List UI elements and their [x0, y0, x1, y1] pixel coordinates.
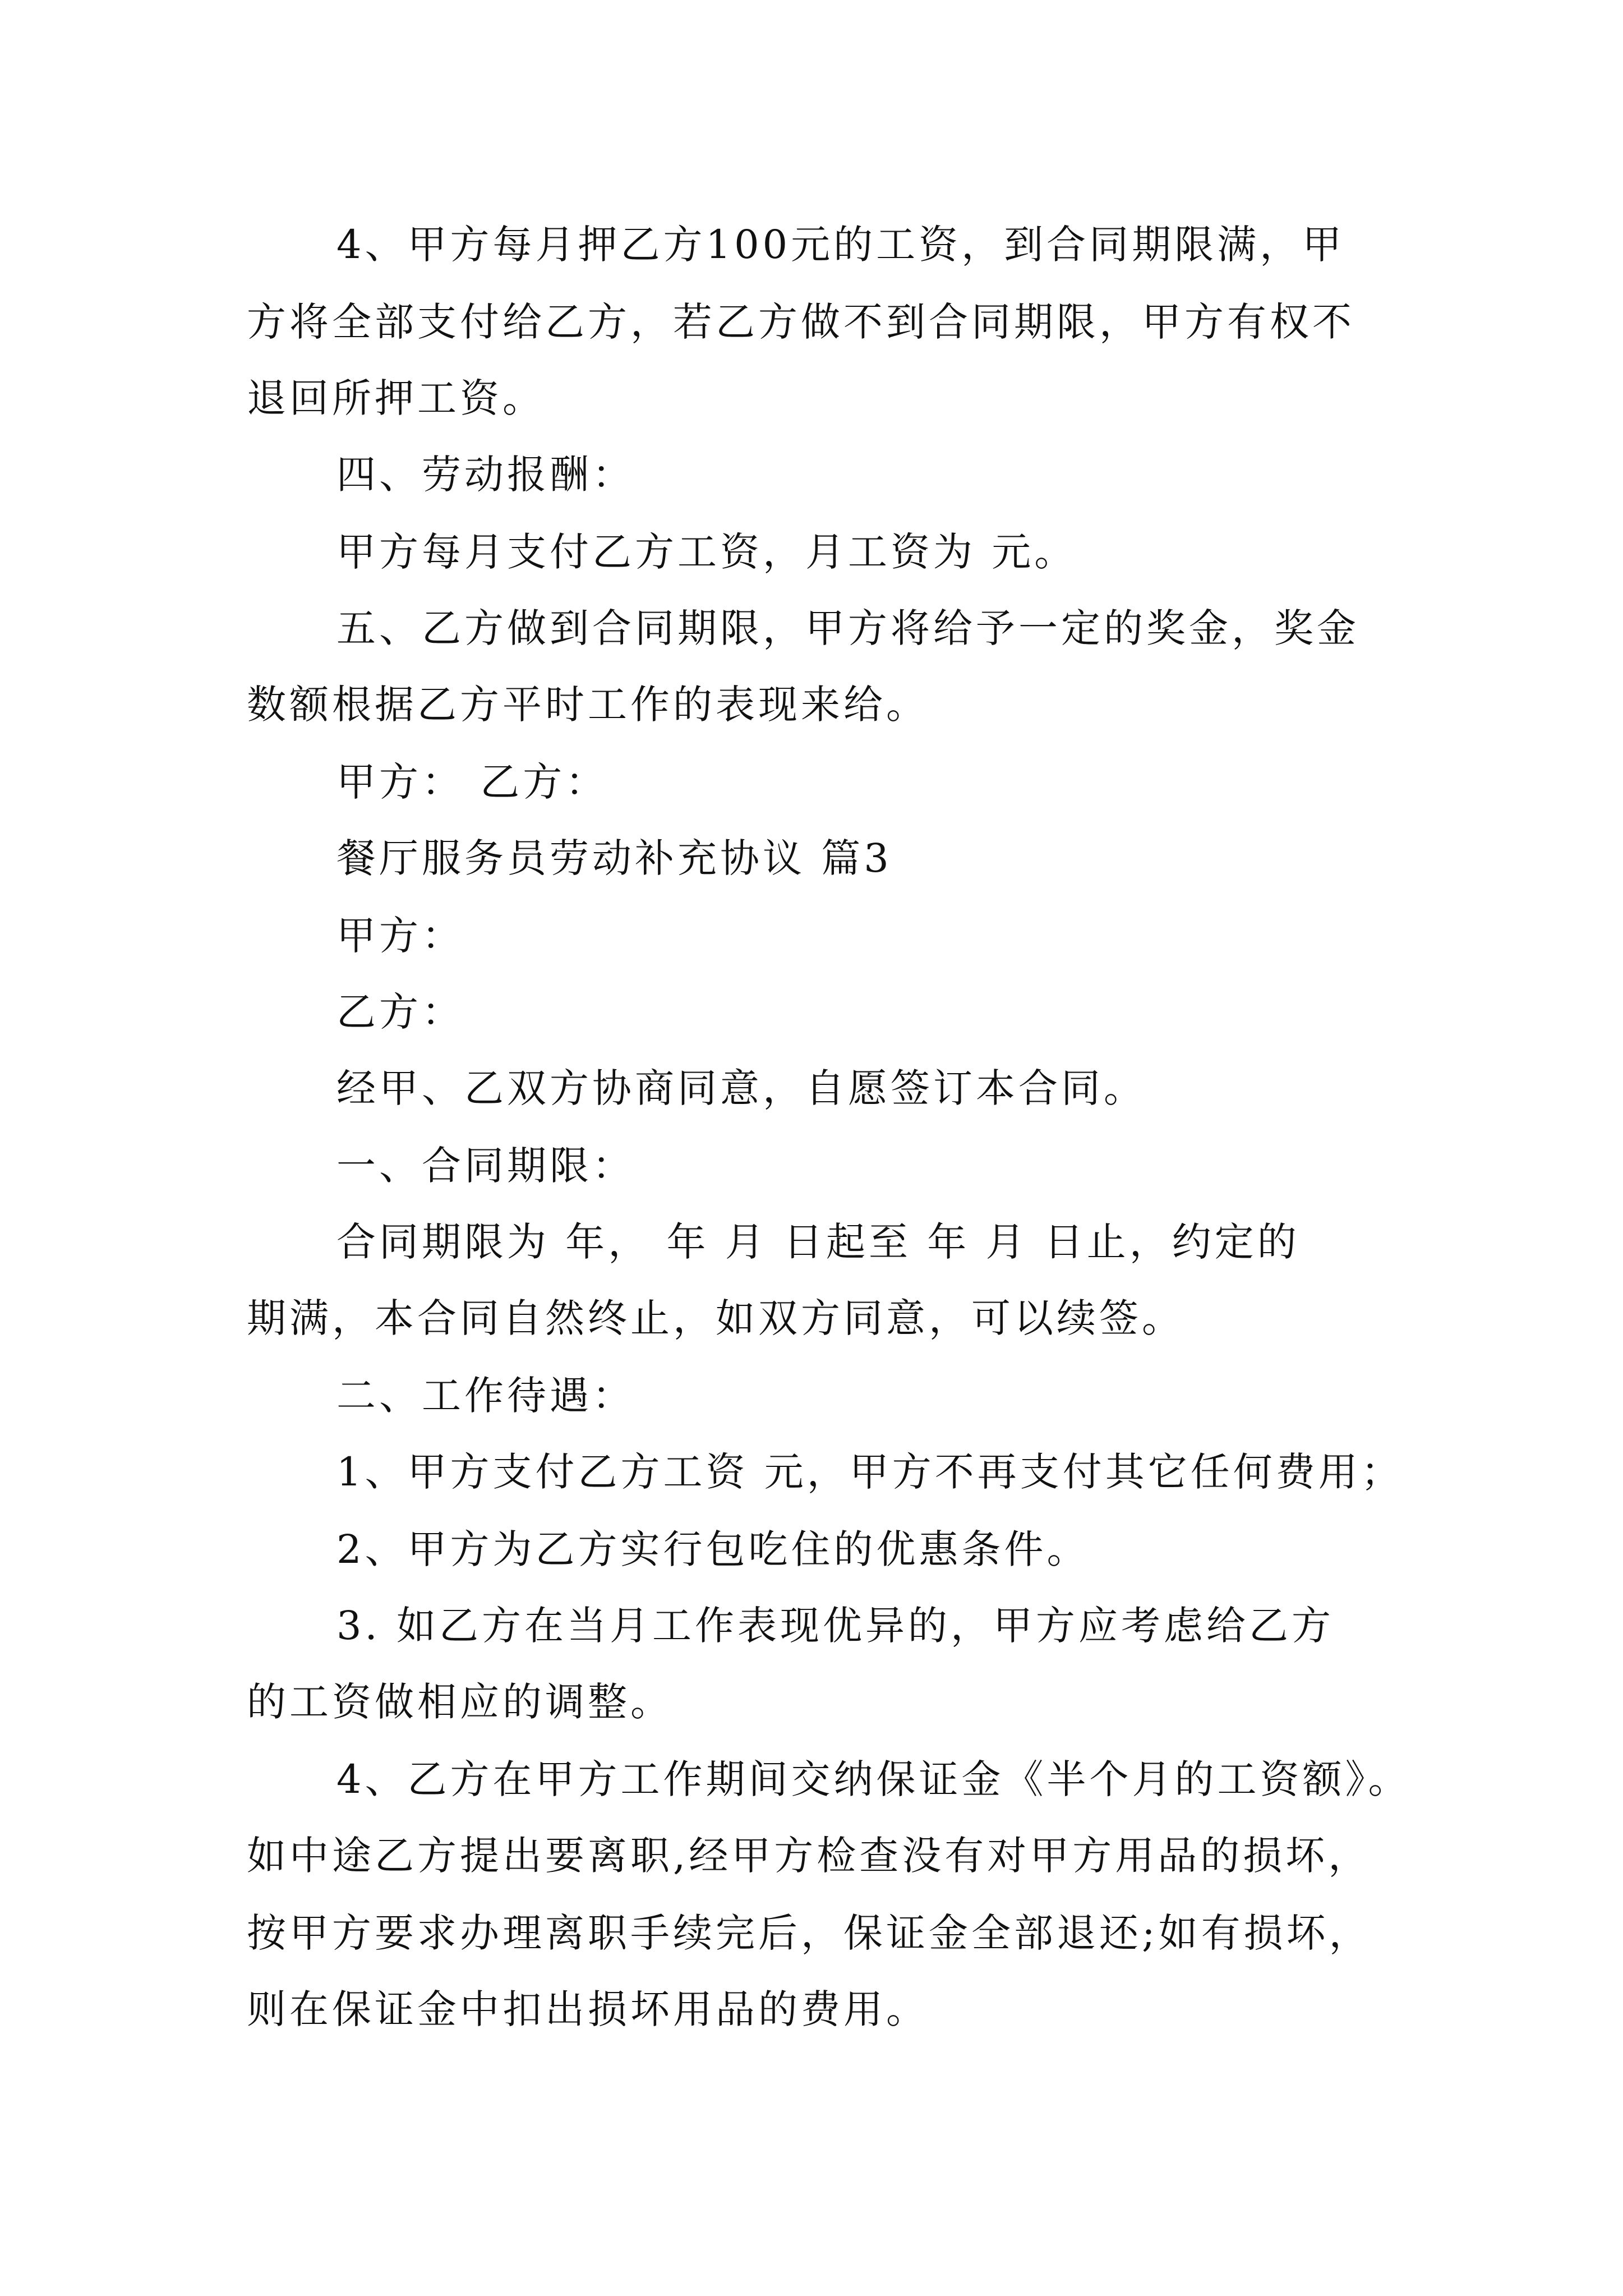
text-line: 4、乙方在甲方工作期间交纳保证金《半个月的工资额》。 [336, 1756, 1411, 1802]
document-section-title: 餐厅服务员劳动补充协议 篇3 [336, 835, 892, 881]
party-b-line: 乙方： [336, 989, 464, 1035]
text-line: 1、甲方支付乙方工资 元，甲方不再支付其它任何费用； [336, 1449, 1404, 1495]
text-line: 4、甲方每月押乙方100元的工资，到合同期限满，甲 [336, 222, 1345, 268]
text-line: 2、甲方为乙方实行包吃住的优惠条件。 [336, 1526, 1090, 1572]
text-line: 按甲方要求办理离职手续完后，保证金全部退还;如有损坏， [247, 1910, 1372, 1956]
section-heading: 四、劳动报酬： [336, 452, 635, 498]
text-line: 方将全部支付给乙方，若乙方做不到合同期限，甲方有权不 [247, 299, 1355, 345]
text-line: 数额根据乙方平时工作的表现来给。 [247, 682, 929, 728]
text-line: 的工资做相应的调整。 [247, 1679, 673, 1725]
section-heading: 一、合同期限： [336, 1143, 635, 1189]
text-line: 则在保证金中扣出损坏用品的费用。 [247, 1986, 929, 2032]
text-line: 五、乙方做到合同期限，甲方将给予一定的奖金，奖金 [336, 605, 1359, 651]
text-line: 经甲、乙双方协商同意，自愿签订本合同。 [336, 1065, 1146, 1111]
text-line: 期满，本合同自然终止，如双方同意，可以续签。 [247, 1295, 1184, 1341]
text-line: 合同期限为 年， 年 月 日起至 年 月 日止，约定的 [336, 1219, 1300, 1265]
text-line: 退回所押工资。 [247, 375, 545, 421]
text-line: 如中途乙方提出要离职,经甲方检查没有对甲方用品的损坏， [247, 1833, 1371, 1879]
text-line: 甲方每月支付乙方工资，月工资为 元。 [336, 529, 1077, 575]
section-heading: 二、工作待遇： [336, 1373, 635, 1419]
party-a-line: 甲方： [336, 913, 464, 959]
signature-line: 甲方： 乙方： [336, 759, 608, 805]
text-line: 3. 如乙方在当月工作表现优异的，甲方应考虑给乙方 [336, 1603, 1335, 1649]
